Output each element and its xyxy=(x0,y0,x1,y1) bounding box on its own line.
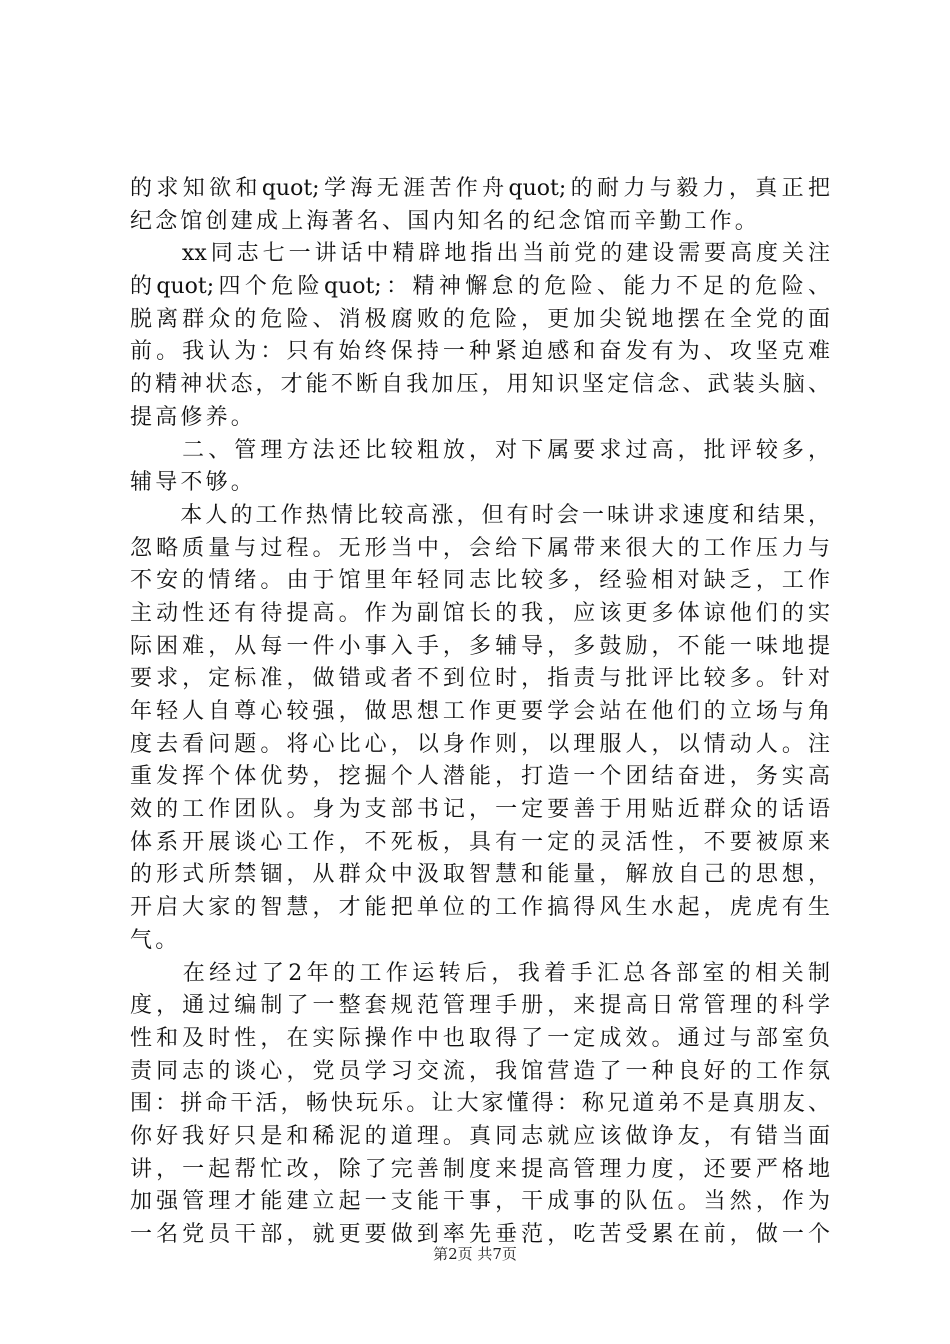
text-line: 围：拼命干活，畅快玩乐。让大家懂得：称兄道弟不是真朋友、 xyxy=(130,1091,830,1117)
text-line: 一名党员干部，就更要做到率先垂范，吃苦受累在前，做一个 xyxy=(130,1222,830,1247)
text-line: 不安的情绪。由于馆里年轻同志比较多，经验相对缺乏，工作 xyxy=(130,568,830,594)
text-line: 前。我认为：只有始终保持一种紧迫感和奋发有为、攻坚克难 xyxy=(130,339,830,365)
text-line: 际困难，从每一件小事入手，多辅导，多鼓励，不能一味地提 xyxy=(130,633,830,659)
text-line: 开启大家的智慧，才能把单位的工作搞得风生水起，虎虎有生 xyxy=(130,895,830,921)
text-line: 本人的工作热情比较高涨，但有时会一味讲求速度和结果， xyxy=(130,502,830,528)
text-line: 效的工作团队。身为支部书记，一定要善于用贴近群众的话语 xyxy=(130,797,830,823)
text-line: 加强管理才能建立起一支能干事，干成事的队伍。当然，作为 xyxy=(130,1189,830,1215)
text-line: 重发挥个体优势，挖掘个人潜能，打造一个团结奋进，务实高 xyxy=(130,764,830,790)
text-line: 要求，定标准，做错或者不到位时，指责与批评比较多。针对 xyxy=(130,666,830,692)
text-line: 在经过了2年的工作运转后，我着手汇总各部室的相关制 xyxy=(130,960,830,986)
text-line: 的精神状态，才能不断自我加压，用知识坚定信念、武装头脑、 xyxy=(130,372,830,398)
text-line: 主动性还有待提高。作为副馆长的我，应该更多体谅他们的实 xyxy=(130,600,830,626)
text-line: 体系开展谈心工作，不死板，具有一定的灵活性，不要被原来 xyxy=(130,829,830,855)
section-heading: 辅导不够。 xyxy=(130,470,257,496)
text-line: 度，通过编制了一整套规范管理手册，来提高日常管理的科学 xyxy=(130,993,830,1019)
text-line: 度去看问题。将心比心，以身作则，以理服人，以情动人。注 xyxy=(130,731,830,757)
text-line: 忽略质量与过程。无形当中，会给下属带来很大的工作压力与 xyxy=(130,535,830,561)
text-line: 性和及时性，在实际操作中也取得了一定成效。通过与部室负 xyxy=(130,1025,830,1051)
text-line: 年轻人自尊心较强，做思想工作更要学会站在他们的立场与角 xyxy=(130,699,830,724)
document-body xyxy=(130,173,830,1252)
text-line: 的形式所禁锢，从群众中汲取智慧和能量，解放自己的思想， xyxy=(130,862,830,888)
text-line: 的quot;四个危险quot;：精神懈怠的危险、能力不足的危险、 xyxy=(130,274,830,300)
page-number: 第2页 共7页 xyxy=(433,1245,517,1263)
section-heading: 二、管理方法还比较粗放，对下属要求过高，批评较多， xyxy=(130,437,830,463)
text-line: 气。 xyxy=(130,927,181,953)
text-line: 的求知欲和quot;学海无涯苦作舟quot;的耐力与毅力，真正把 xyxy=(130,176,830,201)
text-line: 脱离群众的危险、消极腐败的危险，更加尖锐地摆在全党的面 xyxy=(130,306,830,332)
text-line: xx同志七一讲话中精辟地指出当前党的建设需要高度关注 xyxy=(130,241,830,267)
page-footer xyxy=(0,1244,950,1264)
text-line: 提高修养。 xyxy=(130,404,257,430)
text-line: 责同志的谈心，党员学习交流，我馆营造了一种良好的工作氛 xyxy=(130,1058,830,1084)
text-line: 纪念馆创建成上海著名、国内知名的纪念馆而辛勤工作。 xyxy=(130,208,761,234)
text-line: 你好我好只是和稀泥的道理。真同志就应该做诤友，有错当面 xyxy=(130,1123,830,1149)
text-line: 讲，一起帮忙改，除了完善制度来提高管理力度，还要严格地 xyxy=(130,1156,830,1182)
